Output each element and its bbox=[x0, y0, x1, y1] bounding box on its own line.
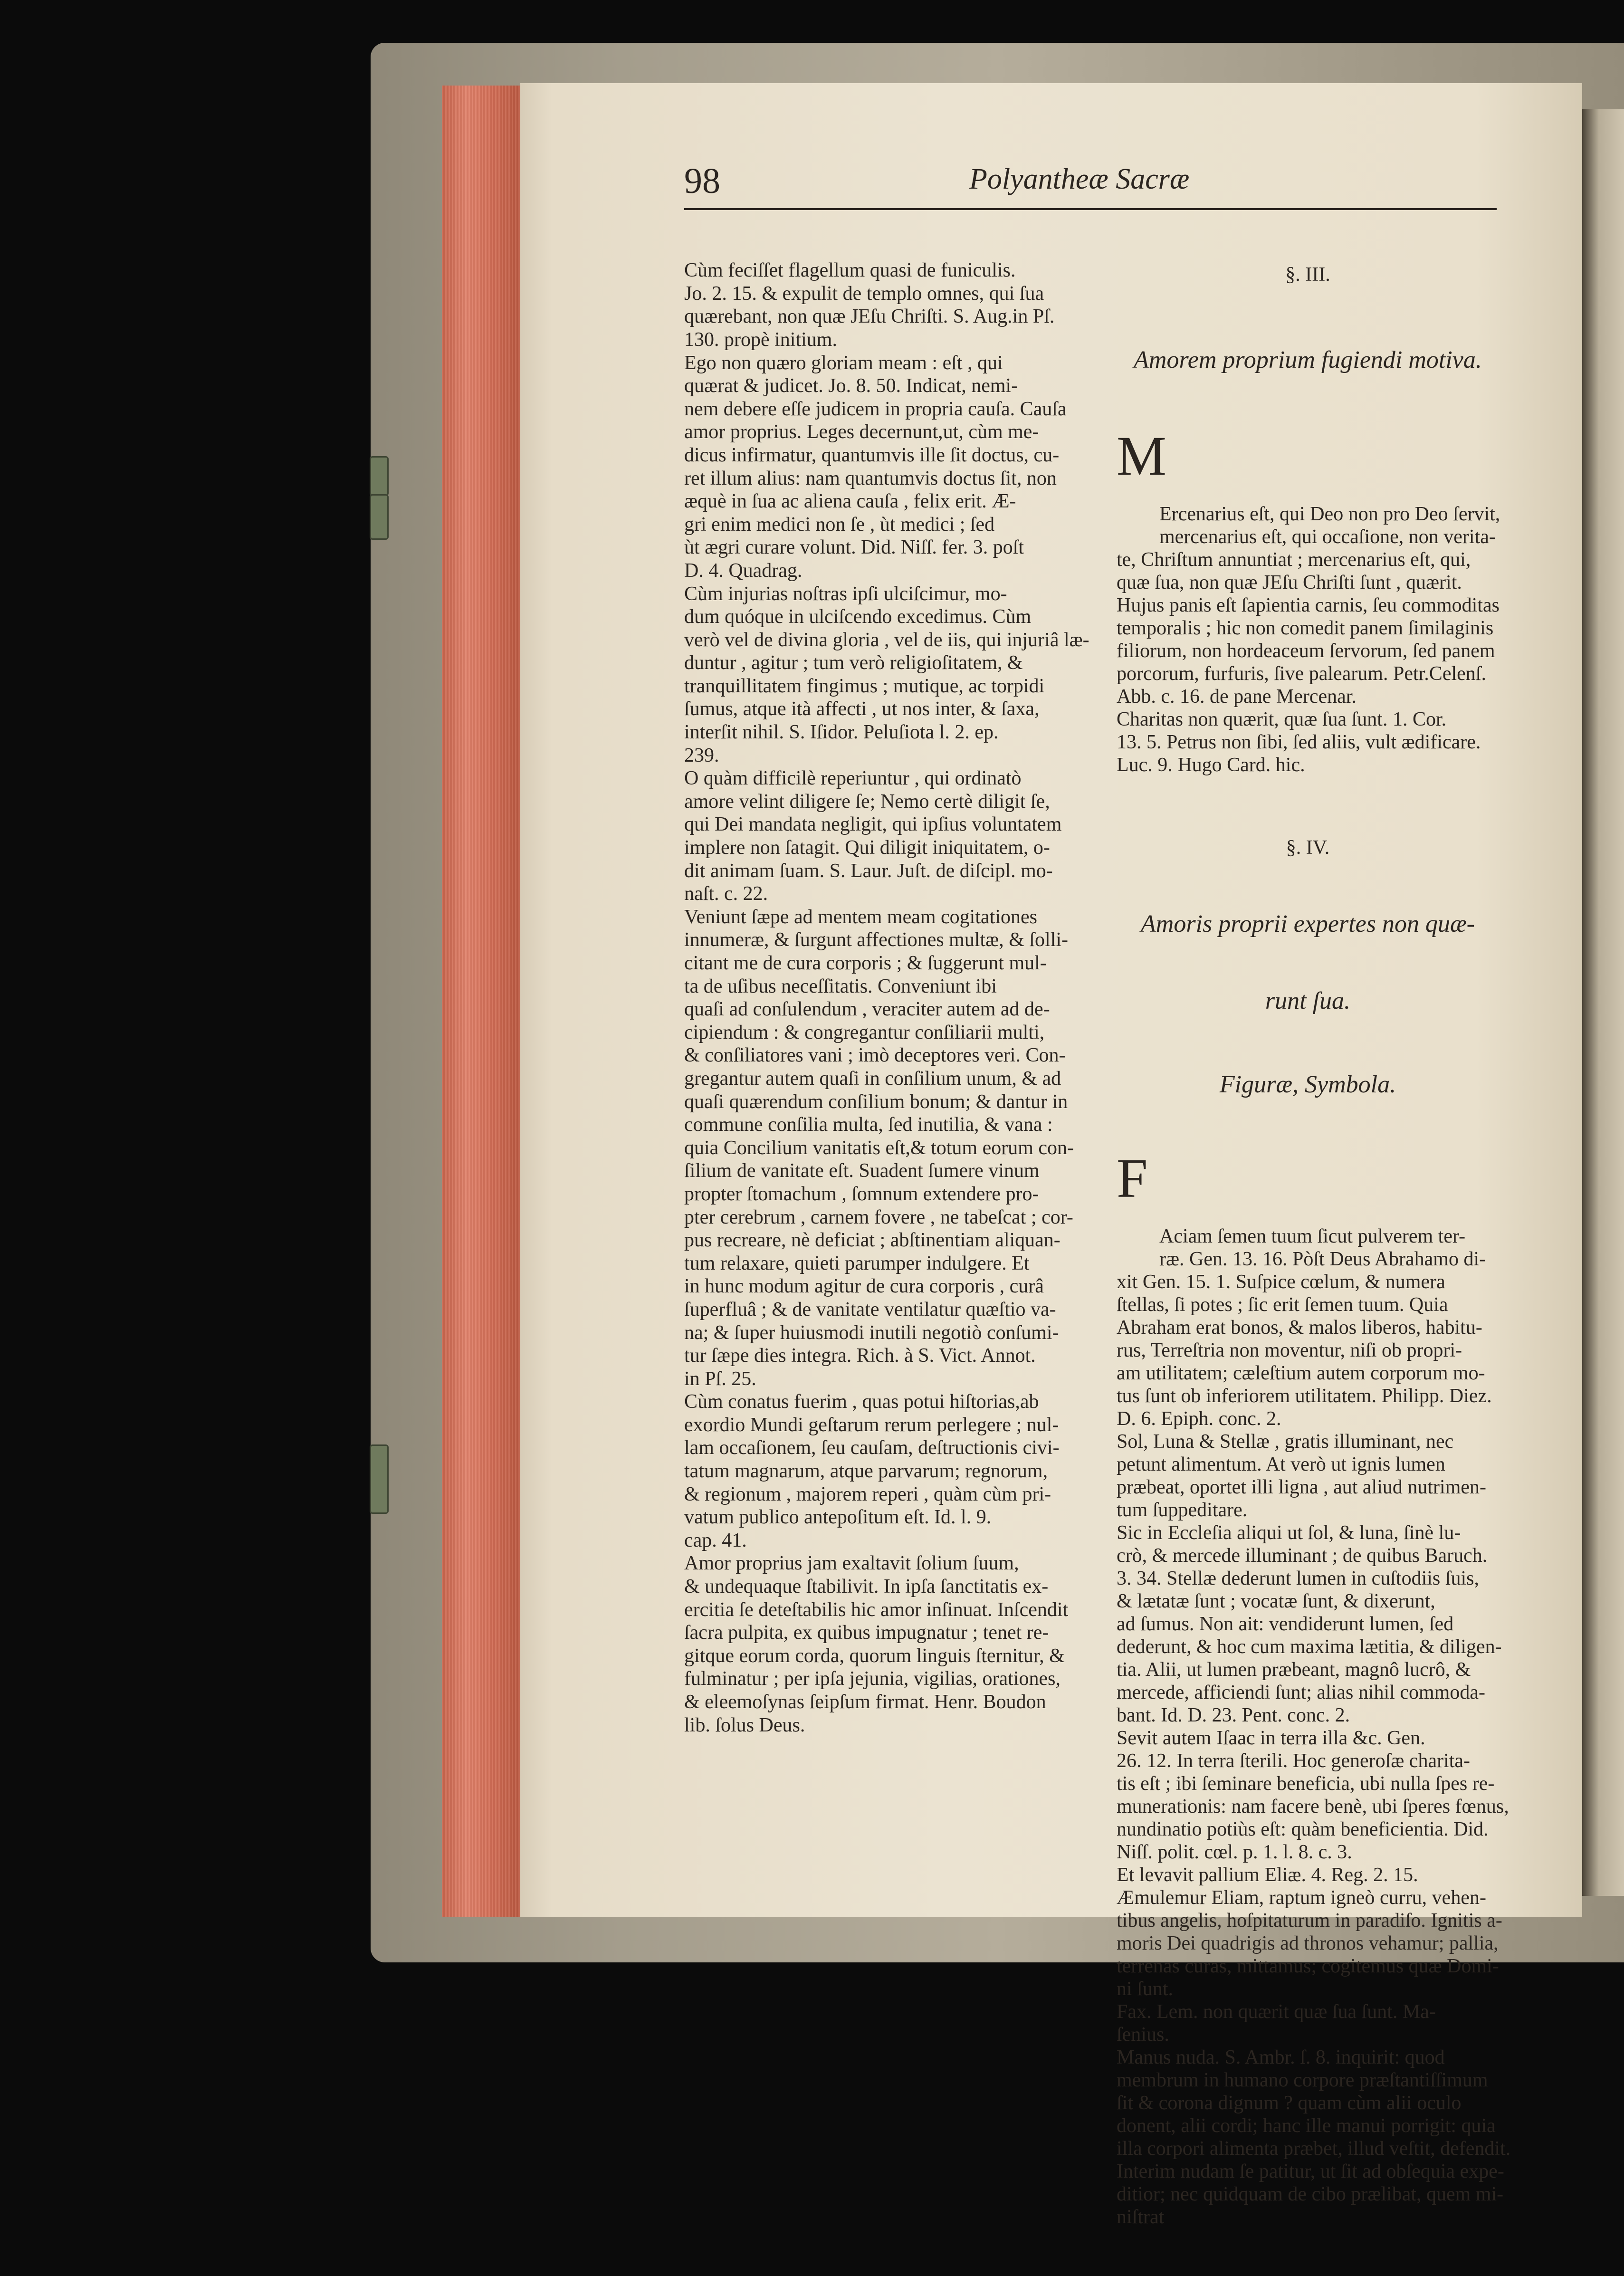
text-line: amor proprius. Leges decernunt,ut, cùm me- bbox=[684, 421, 1039, 443]
text-line: Cùm injurias noſtras ipſi ulciſcimur, mo- bbox=[684, 583, 1007, 605]
text-line: quæ ſua, non quæ JEſu Chriſti ſunt , quærit. bbox=[1117, 572, 1462, 593]
text-line: Ercenarius eſt, qui Deo non pro Deo ſervit, bbox=[1159, 503, 1500, 525]
text-line: Amor proprius jam exaltavit ſolium ſuum, bbox=[684, 1552, 1019, 1575]
text-line: tis eſt ; ibi ſeminare beneficia, ubi nulla ſpes re- bbox=[1117, 1773, 1495, 1795]
text-line: Veniunt ſæpe ad mentem meam cogitationes bbox=[684, 906, 1037, 928]
text-line: ni ſunt. bbox=[1117, 1978, 1174, 2000]
text-line: ùt ægri curare volunt. Did. Niſſ. fer. 3. poſt bbox=[684, 536, 1024, 559]
text-line: Aciam ſemen tuum ſicut pulverem ter- bbox=[1159, 1225, 1466, 1247]
text-line: ſuperfluâ ; & de vanitate ventilatur quæſtio va- bbox=[684, 1298, 1056, 1320]
text-line: citant me de cura corporis ; & ſuggerunt mul- bbox=[684, 952, 1047, 974]
text-line: & lætatæ ſunt ; vocatæ ſunt, & dixerunt, bbox=[1117, 1590, 1435, 1612]
text-line: Abraham erat bonos, & malos liberos, habitu- bbox=[1117, 1317, 1482, 1339]
text-line: Niſſ. polit. cœl. p. 1. l. 8. c. 3. bbox=[1117, 1841, 1352, 1863]
text-line: te, Chriſtum annuntiat ; mercenarius eſt, qui, bbox=[1117, 549, 1471, 571]
text-line: & undequaque ſtabilivit. In ipſa ſanctitatis ex- bbox=[684, 1576, 1049, 1598]
text-line: Cùm conatus fuerim , quas potui hiſtorias,ab bbox=[684, 1391, 1039, 1413]
text-line: & conſiliatores vani ; imò deceptores veri. Con- bbox=[684, 1044, 1066, 1067]
text-line: moris Dei quadrigis ad thronos vehamur; pallia, bbox=[1117, 1932, 1499, 1954]
text-line: Cùm feciſſet flagellum quasi de funiculis. bbox=[684, 259, 1016, 282]
section-4-heading: §. IV. bbox=[1286, 837, 1330, 859]
text-line: naſt. c. 22. bbox=[684, 883, 768, 905]
section-3-heading: §. III. bbox=[1285, 264, 1330, 286]
text-line: cap. 41. bbox=[684, 1529, 747, 1551]
text-line: Fax. Lem. non quærit quæ ſua ſunt. Ma- bbox=[1117, 2001, 1436, 2023]
text-line: D. 4. Quadrag. bbox=[684, 559, 802, 582]
text-line: porcorum, furfuris, ſive palearum. Petr.Celenſ. bbox=[1117, 663, 1486, 685]
text-line: Charitas non quærit, quæ ſua ſunt. 1. Cor. bbox=[1117, 708, 1447, 730]
text-line: tus ſunt ob inferiorem utilitatem. Philipp. Diez. bbox=[1117, 1385, 1492, 1407]
page-header bbox=[684, 157, 1497, 210]
text-line: implere non ſatagit. Qui diligit iniquitatem, o- bbox=[684, 837, 1050, 859]
text-line: cipiendum : & congregantur conſiliarii multi, bbox=[684, 1021, 1045, 1043]
text-line: terrenas curas, mittamus; cogitemus quæ Domi- bbox=[1117, 1955, 1499, 1977]
text-line: donent, alii cordi; hanc ille manui porrigit: quia bbox=[1117, 2115, 1496, 2137]
text-line: & regionum , majorem reperi , quàm cùm pri- bbox=[684, 1483, 1051, 1505]
text-line: ret illum alius: nam quantumvis doctus ſit, non bbox=[684, 467, 1057, 489]
text-line: Manus nuda. S. Ambr. ſ. 8. inquirit: quod bbox=[1117, 2046, 1445, 2068]
text-line: Et levavit pallium Eliæ. 4. Reg. 2. 15. bbox=[1117, 1864, 1418, 1886]
text-line: quaſi quærendum conſilium bonum; & dantur in bbox=[684, 1090, 1068, 1113]
clasp-hinge-upper bbox=[370, 456, 389, 496]
text-line: Sevit autem Iſaac in terra illa &c. Gen. bbox=[1117, 1727, 1425, 1749]
text-line: exordio Mundi geſtarum rerum perlegere ; nul- bbox=[684, 1414, 1059, 1436]
text-line: quaſi ad conſulendum , veraciter autem ad de- bbox=[684, 998, 1050, 1021]
text-line: Interim nudam ſe patitur, ut ſit ad obſequia expe- bbox=[1117, 2161, 1504, 2182]
text-line: ſacra pulpita, ex quibus impugnatur ; tenet re- bbox=[684, 1622, 1049, 1644]
text-line: vatum publico antepoſitum eſt. Id. l. 9. bbox=[684, 1506, 992, 1529]
text-line: niſtrat bbox=[1117, 2206, 1165, 2228]
right-column bbox=[1117, 213, 1511, 2276]
text-line: verò vel de divina gloria , vel de iis, qui injuriâ læ- bbox=[684, 629, 1089, 651]
text-line: in hunc modum agitur de cura corporis , curâ bbox=[684, 1275, 1044, 1298]
text-line: Æmulemur Eliam, raptum igneò curru, vehen- bbox=[1117, 1887, 1486, 1909]
text-line: mercede, afficiendi ſunt; alias nihil commoda- bbox=[1117, 1682, 1485, 1703]
text-line: 239. bbox=[684, 744, 719, 766]
page-number: 98 bbox=[684, 161, 720, 201]
text-line: innumeræ, & ſurgunt affectiones multæ, & ſolli- bbox=[684, 929, 1069, 951]
text-line: pus recreare, nè deficiat ; abſtinentiam aliquan- bbox=[684, 1229, 1060, 1252]
text-line: commune conſilia multa, ſed inutilia, & vana : bbox=[684, 1114, 1053, 1136]
text-line: præbeat, oportet illi ligna , aut aliud nutrimen- bbox=[1117, 1476, 1486, 1498]
section-4-title-line-2: runt ſua. bbox=[1265, 987, 1351, 1014]
text-line: æquè in ſua ac aliena cauſa , felix erit. Æ- bbox=[684, 490, 1016, 513]
text-line: Sol, Luna & Stellæ , gratis illuminant, nec bbox=[1117, 1431, 1454, 1453]
text-line: pter cerebrum , carnem fovere , ne tabeſcat ; cor- bbox=[684, 1206, 1073, 1228]
text-line: Ego non quæro gloriam meam : eſt , qui bbox=[684, 352, 1003, 374]
text-line: interſit nihil. S. Iſidor. Peluſiota l. 2. ep. bbox=[684, 721, 999, 744]
text-line: rus, Terreſtria non moventur, niſi ob propri- bbox=[1117, 1339, 1462, 1361]
text-line: am utilitatem; cæleſtium autem corporum mo- bbox=[1117, 1362, 1485, 1384]
text-line: munerationis: nam facere benè, ubi ſperes fœnus, bbox=[1117, 1796, 1509, 1817]
text-line: gri enim medici non ſe , ùt medici ; ſed bbox=[684, 513, 995, 536]
text-line: quærebant, non quæ JEſu Chriſti. S. Aug.in Pſ. bbox=[684, 306, 1055, 328]
text-line: ad ſumus. Non ait: vendiderunt lumen, ſed bbox=[1117, 1613, 1454, 1635]
text-line: lib. ſolus Deus. bbox=[684, 1714, 805, 1736]
text-line: dicus infirmatur, quantumvis ille ſit doctus, cu- bbox=[684, 444, 1060, 466]
text-line: tibus angelis, hoſpitaturum in paradiſo. Ignitis a- bbox=[1117, 1910, 1502, 1932]
text-line: qui Dei mandata negligit, qui ipſius voluntatem bbox=[684, 813, 1062, 836]
text-line: tum relaxare, quieti parumper indulgere. Et bbox=[684, 1252, 1030, 1274]
text-line: Hujus panis eſt ſapientia carnis, ſeu commoditas bbox=[1117, 594, 1500, 616]
text-line: amore velint diligere ſe; Nemo certè diligit ſe, bbox=[684, 790, 1050, 813]
section-4-subtitle: Figuræ, Symbola. bbox=[1219, 1071, 1396, 1098]
clasp-hinge-middle bbox=[370, 494, 389, 540]
text-line: ſit & corona dignum ? quam cùm alii oculo bbox=[1117, 2092, 1462, 2114]
text-line: crò, & mercede illuminant ; de quibus Baruch. bbox=[1117, 1545, 1488, 1567]
text-line: illa corpori alimenta præbet, illud veſtit, defendit. bbox=[1117, 2138, 1511, 2160]
text-line: dit animam ſuam. S. Laur. Juſt. de diſcipl. mo- bbox=[684, 860, 1053, 882]
text-line: Jo. 2. 15. & expulit de templo omnes, qui ſua bbox=[684, 282, 1044, 305]
left-column bbox=[684, 213, 1102, 1737]
drop-cap-f: F bbox=[1117, 1147, 1148, 1209]
text-line: nundinatio potiùs eſt: quàm beneficientia. Did. bbox=[1117, 1818, 1489, 1840]
text-line: 13. 5. Petrus non ſibi, ſed aliis, vult ædificare. bbox=[1117, 731, 1481, 753]
text-line: tatum magnarum, atque parvarum; regnorum, bbox=[684, 1460, 1048, 1482]
text-line: duntur , agitur ; tum verò religioſitatem, & bbox=[684, 652, 1023, 674]
text-line: 130. propè initium. bbox=[684, 328, 837, 351]
drop-cap-m: M bbox=[1117, 425, 1166, 487]
text-line: ſtellas, ſi potes ; ſic erit ſemen tuum. Quia bbox=[1117, 1294, 1448, 1316]
text-line: ſumus, atque ità affecti , ut nos inter, & ſaxa, bbox=[684, 698, 1040, 720]
text-line: quærat & judicet. Jo. 8. 50. Indicat, nemi- bbox=[684, 375, 1018, 397]
text-line: 3. 34. Stellæ dederunt lumen in cuſtodiis ſuis, bbox=[1117, 1568, 1479, 1589]
text-line: dum quóque in ulciſcendo excedimus. Cùm bbox=[684, 606, 1032, 628]
text-line: ercitia ſe deteſtabilis hic amor inſinuat. Inſcendit bbox=[684, 1598, 1069, 1621]
text-line: xit Gen. 15. 1. Suſpice cœlum, & numera bbox=[1117, 1271, 1445, 1293]
running-head: Polyantheæ Sacræ bbox=[969, 163, 1190, 195]
text-line: na; & ſuper huiusmodi inutili negotiò conſumi- bbox=[684, 1321, 1059, 1344]
text-line: nem debere eſſe judicem in propria cauſa. Cauſa bbox=[684, 398, 1067, 420]
text-line: ſilium de vanitate eſt. Suadent ſumere vinum bbox=[684, 1160, 1040, 1182]
text-line: Luc. 9. Hugo Card. hic. bbox=[1117, 754, 1305, 776]
facing-page-edge bbox=[1582, 109, 1624, 1896]
text-line: ditior; nec quidquam de cibo prælibat, quem mi- bbox=[1117, 2183, 1504, 2205]
section-4-title-line-1: Amoris proprii expertes non quæ- bbox=[1141, 910, 1475, 937]
text-line: temporalis ; hic non comedit panem ſimilaginis bbox=[1117, 617, 1494, 639]
text-line: O quàm difficilè reperiuntur , qui ordinatò bbox=[684, 767, 1022, 790]
text-line: D. 6. Epiph. conc. 2. bbox=[1117, 1408, 1281, 1430]
text-line: filiorum, non hordeaceum ſervorum, ſed panem bbox=[1117, 640, 1495, 662]
text-line: gregantur autem quaſi in conſilium unum, & ad bbox=[684, 1067, 1061, 1090]
text-line: fulminatur ; per ipſa jejunia, vigilias, orationes, bbox=[684, 1668, 1060, 1690]
text-line: propter ſtomachum , ſomnum extendere pro- bbox=[684, 1183, 1039, 1205]
text-line: 26. 12. In terra ſterili. Hoc generoſæ charita- bbox=[1117, 1750, 1471, 1772]
text-line: ræ. Gen. 13. 16. Pòſt Deus Abrahamo di- bbox=[1159, 1248, 1486, 1270]
text-line: & eleemoſynas ſeipſum firmat. Henr. Boudon bbox=[684, 1691, 1046, 1713]
text-line: in Pſ. 25. bbox=[684, 1368, 756, 1390]
text-line: ſenius. bbox=[1117, 2024, 1169, 2046]
text-line: petunt alimentum. At verò ut ignis lumen bbox=[1117, 1454, 1445, 1475]
text-line: dederunt, & hoc cum maxima lætitia, & diligen- bbox=[1117, 1636, 1502, 1658]
text-line: Sic in Eccleſia aliqui ut ſol, & luna, ſinè lu- bbox=[1117, 1522, 1461, 1544]
text-line: tur ſæpe dies integra. Rich. à S. Vict. Annot. bbox=[684, 1345, 1036, 1367]
text-line: gitque eorum corda, quorum linguis ſternitur, & bbox=[684, 1645, 1065, 1667]
text-line: lam occaſionem, ſeu cauſam, deſtructionis civi- bbox=[684, 1437, 1060, 1459]
text-line: quia Concilium vanitatis eſt,& totum eorum con- bbox=[684, 1137, 1074, 1159]
text-line: tia. Alii, ut lumen præbeant, magnô lucrô, & bbox=[1117, 1659, 1471, 1681]
text-line: Abb. c. 16. de pane Mercenar. bbox=[1117, 686, 1357, 708]
text-line: mercenarius eſt, qui occaſione, non verita- bbox=[1159, 526, 1496, 548]
page-edge-texture bbox=[442, 86, 523, 1917]
text-line: tum ſuppeditare. bbox=[1117, 1499, 1248, 1521]
clasp-hinge-lower bbox=[370, 1444, 389, 1514]
text-line: bant. Id. D. 23. Pent. conc. 2. bbox=[1117, 1704, 1350, 1726]
text-line: membrum in humano corpore præſtantiſſimum bbox=[1117, 2069, 1488, 2091]
text-line: ta de uſibus neceſſitatis. Conveniunt ibi bbox=[684, 975, 997, 997]
text-line: tranquillitatem fingimus ; mutique, ac torpidi bbox=[684, 675, 1045, 697]
section-3-title: Amorem proprium fugiendi motiva. bbox=[1134, 346, 1482, 373]
